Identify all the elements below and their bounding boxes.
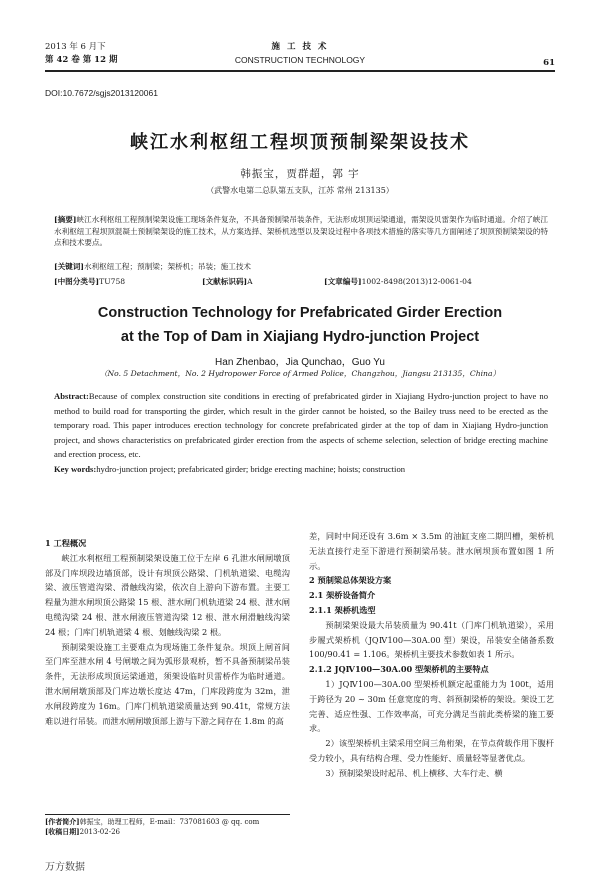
- paper-title-cn: 峡江水利枢纽工程坝顶预制梁架设技术: [130, 132, 470, 153]
- abstract-en-label: Abstract:: [54, 391, 89, 401]
- keywords-en-label: Key words:: [54, 463, 97, 474]
- clc-value: TU758: [99, 277, 126, 286]
- footnote-author: 韩振宝，助理工程师，E-mail：737081603 @ qq. com: [79, 818, 260, 826]
- footnote-rule: [45, 814, 290, 815]
- keywords-cn: [54, 261, 548, 273]
- section-2-1-1-heading: 2.1.1 架桥机选型: [309, 604, 376, 615]
- section-2-1-heading: 2.1 架桥设备简介: [309, 590, 376, 601]
- abstract-cn-text: 峡江水利枢纽工程预制梁架设施工现场条件复杂，不具备预制梁吊装条件，无法形成坝顶运梁通道，需架设贝雷架作为临时通道。介绍了峡江水利枢纽工程坝顶混凝土预制梁架设的施工技术，从方案选择、架桥机选型以及架设过程中各项技术措施的落实等几方面阐述了坝顶预制梁架设的特点和技术要点。: [54, 215, 549, 247]
- feature-1-paragraph: 1）JQⅣ100—30A.00 型架桥机额定起重能力为 100t，适用于跨径为 20 ~ 30m 任意宽度的弯、斜预制梁桥的架设。架设工艺完善、适应性强、工作效率高，可充分满足当前此类桥梁的施工要求。: [309, 678, 554, 734]
- section-2-1-2-heading: 2.1.2 JQⅣ100—30A.00 型架桥机的主要特点: [309, 664, 489, 675]
- left-column: [45, 536, 290, 728]
- affiliation-en: （No. 5 Detachment，No. 2 Hydropower Force of Armed Police，Changzhou，Jiangsu 213135，China）: [99, 369, 501, 378]
- keywords-cn-label: [关键词]: [54, 262, 84, 271]
- feature-3-paragraph: 3）预制梁架设时起吊、机上横移、大车行走、横: [325, 767, 503, 778]
- abstract-cn-label: [摘要]: [54, 215, 77, 224]
- authors-en: Han Zhenbao，Jia Qunchao，Guo Yu: [215, 357, 385, 368]
- header-journal-en: CONSTRUCTION TECHNOLOGY: [234, 55, 366, 65]
- feature-2-paragraph: 2）该型架桥机主梁采用空间三角桁架，在节点荷载作用下腹杆受力较小，具有结构合理、受力性能好、质量轻等显著优点。: [309, 738, 554, 763]
- section-2-heading: 2 预制梁总体架设方案: [309, 575, 392, 586]
- abstract-en: [54, 389, 548, 476]
- right-continuation-paragraph: 差，同时中间还设有 3.6m × 3.5m 的油缸支座二期凹槽，架桥机无法直接行走至下游进行预制梁吊装。泄水闸坝顶布置如图 1 所示。: [309, 531, 554, 571]
- clc-label: [中图分类号]: [54, 277, 100, 286]
- keywords-cn-text: 水利枢纽工程；预制梁；架桥机；吊装；施工技术: [83, 262, 252, 271]
- section-1-heading: 1 工程概况: [45, 538, 87, 548]
- right-column: [309, 529, 554, 781]
- footnote: [45, 817, 295, 837]
- abstract-cn: [54, 214, 548, 249]
- article-no-label: [文章编号]: [324, 277, 362, 286]
- footnote-received: 2013-02-26: [79, 828, 120, 836]
- doi: DOI:10.7672/sgjs2013120061: [45, 88, 158, 98]
- authors-cn: 韩振宝，贾群超，郭 宇: [240, 168, 360, 180]
- doc-code-value: A: [247, 277, 253, 286]
- header-journal-cn: 施 工 技 术: [271, 42, 329, 52]
- page-number: 61: [543, 58, 555, 68]
- header-date: 2013 年 6 月下: [45, 42, 106, 52]
- header-volume-issue: 第 42 卷 第 12 期: [45, 55, 118, 65]
- header-rule: [45, 70, 555, 72]
- section-2-1-1-paragraph: 预制梁架设最大吊装质量为 90.41t（门库门机轨道梁），采用步履式架桥机（JQⅣ100—30A.00 型）架设，吊装安全储备系数 100/90.41 = 1.106。架桥机主要技术参数如表 1 所示。: [309, 619, 554, 660]
- section-1-paragraph-1: 峡江水利枢纽工程预制梁架设施工位于左岸 6 孔泄水闸闸墩顶部及门库坝段边墙顶部，设计有坝顶公路梁、门机轨道梁、电缆沟梁、液压管道沟梁、滑触线沟梁，依次自上游向下游布置。主要工程量为泄水闸坝顶公路梁 15 根、泄水闸门机轨道梁 24 根、泄水闸电缆沟梁 24 根、泄水闸液压管道沟梁 12 根、泄水闸滑触线沟梁 24 根；门库门机轨道梁 4 根、划触线沟梁 2 根。: [45, 552, 290, 637]
- classification-line: [54, 276, 548, 288]
- article-no-value: 1002-8498(2013)12-0061-04: [361, 277, 472, 286]
- footnote-author-label: [作者简介]: [45, 817, 80, 826]
- watermark: 万方数据: [45, 862, 85, 873]
- section-1-paragraph-2: 预制梁架设施工主要难点为现场施工条件复杂。坝顶上闸首间至门库至泄水闸 4 号闸墩之间为弧形景观桥，暂不具备预制梁吊装条件，无法形成坝顶运梁通道，须架设临时贝雷桥作为临时通道。泄水闸闸墩顶部及门库边墩长度达 47m，门库段跨度为 32m，泄水闸段跨度为 16m。门库门机轨道梁质量达到 90.41t，常规方法难以进行吊装。而泄水闸闸墩顶部上游与下游之间存在 1.8m 的高: [45, 641, 290, 726]
- footnote-received-label: [收稿日期]: [45, 827, 80, 836]
- keywords-en-text: hydro-junction project; prefabricated girder; bridge erecting machine; hoists; construction: [96, 463, 406, 474]
- affiliation-cn: （武警水电第二总队第五支队，江苏 常州 213135）: [206, 186, 394, 195]
- paper-title-en: Construction Technology for Prefabricated Girder Erection at the Top of Dam in Xiajiang Hydro-junction Project: [97, 305, 503, 345]
- abstract-en-text: Because of complex construction site conditions in erecting of prefabricated girder in Xiajiang Hydro-junction project to have no method to build road for transporting the girder, which result in the girder cannot be hoisted, so the Bailey truss need to be erected as the temporary road. This paper introduces erection technology for concrete prefabricated girder at the top of dam in Xiajiang Hydro-junction project, and shows characteristics on prefabricated girder erection from the aspects of scheme selection, selection of bridge erecting machine and erection process, etc.: [54, 391, 548, 459]
- doc-code-label: [文献标识码]: [202, 277, 248, 286]
